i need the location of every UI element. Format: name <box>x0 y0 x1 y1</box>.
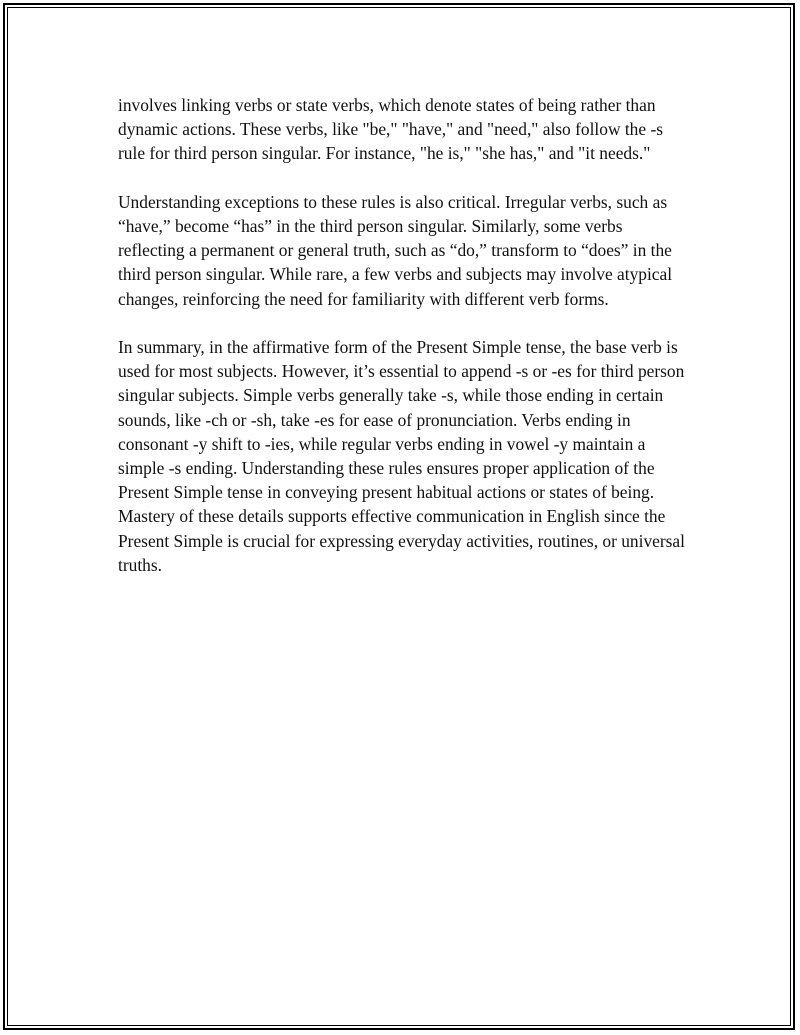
paragraph-linking-verbs: involves linking verbs or state verbs, which denote states of being rather than dynamic actions. These verbs, like "be," "have," and "need," also follow the -s rule for third person singular. For instance, "he is," "she has," and "it needs." <box>118 95 664 164</box>
paragraph-exceptions: Understanding exceptions to these rules is also critical. Irregular verbs, such as “have,” become “has” in the third person singular. Similarly, some verbs reflecting a permanent or general truth, such as “do,” transform to “does” in the third person singular. While rare, a few verbs and subjects may involve atypical changes, reinforcing the need for familiarity with different verb forms. <box>118 191 673 309</box>
document-body <box>118 93 688 601</box>
paragraph-summary: In summary, in the affirmative form of the Present Simple tense, the base verb is used for most subjects. However, it’s essential to append -s or -es for third person singular subjects. Simple verbs generally take -s, while those ending in certain sounds, like -ch or -sh, take -es for ease of pronunciation. Verbs ending in consonant -y shift to -ies, while regular verbs ending in vowel -y maintain a simple -s ending. Understanding these rules ensures proper application of the Present Simple tense in conveying present habitual actions or states of being. Mastery of these details supports effective communication in English since the Present Simple is crucial for expressing everyday activities, routines, or universal truths. <box>118 337 685 575</box>
